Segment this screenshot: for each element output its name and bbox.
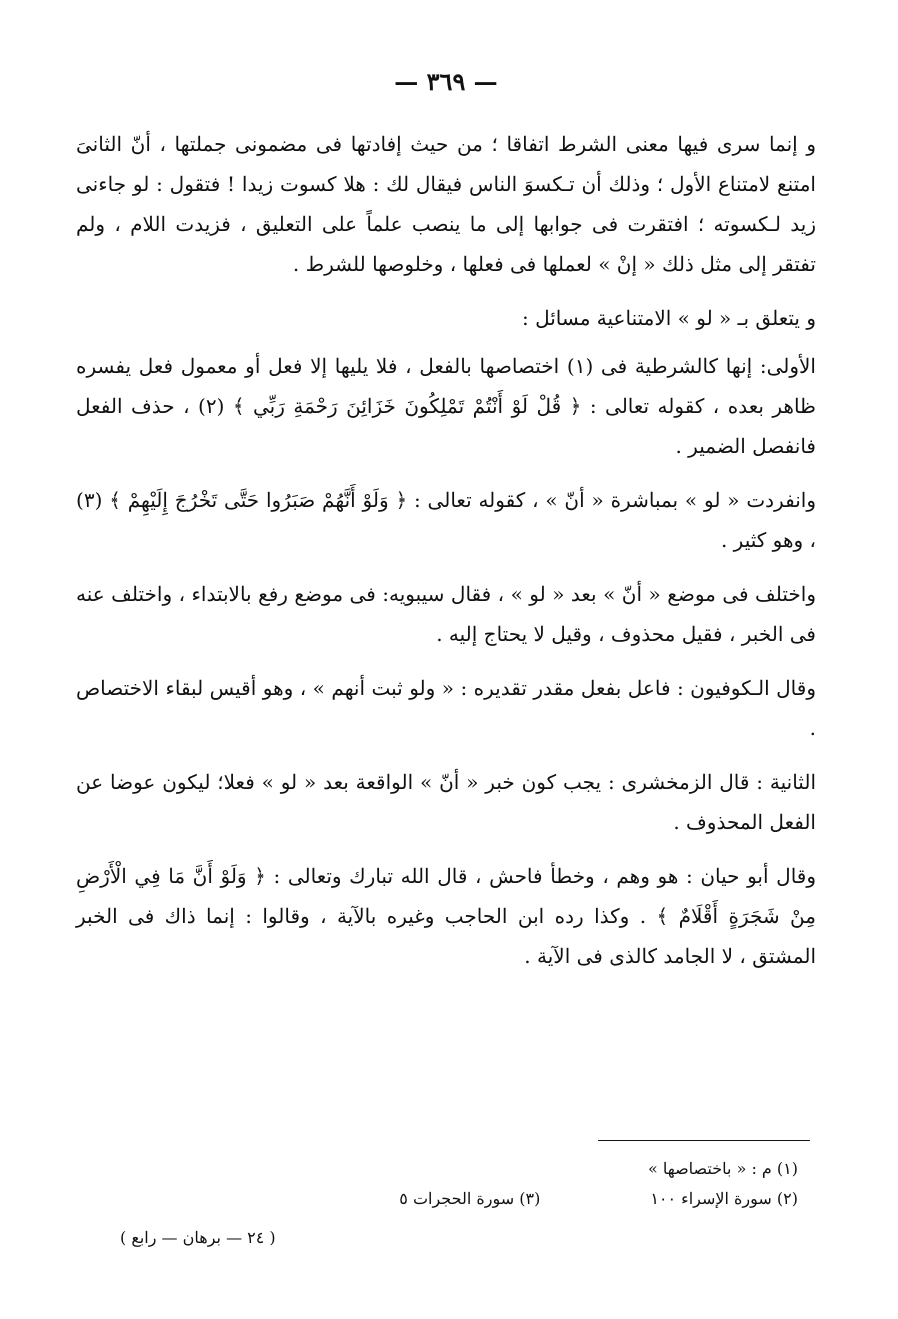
footnote-1: (١) م : « باختصاصها » xyxy=(647,1159,798,1178)
paragraph-8: وقال أبو حيان : هو وهم ، وخطأ فاحش ، قال الله تبارك وتعالى : ﴿ وَلَوْ أَنَّ مَا فِي الْأَرْضِ مِنْ شَجَرَةٍ أَقْلَامٌ ﴾ . وكذا رده ابن الحاجب وغيره بالآية ، وقالوا : إنما ذاك فى الخبر المشتق ، لا الجامد كالذى فى الآية . xyxy=(76,864,816,968)
paragraph-3: الأولى: إنها كالشرطية فى (١) اختصاصها بالفعل ، فلا يليها إلا فعل أو معمول فعل يفسره ظاهر بعده ، كقوله تعالى : ﴿ قُلْ لَوْ أَنْتُمْ تَمْلِكُونَ خَزَائِنَ رَحْمَةِ رَبِّي ﴾ (٢) ، حذف الفعل فانفصل الضمير . xyxy=(76,354,816,458)
footnote-divider xyxy=(598,1140,810,1141)
paragraph-2: و يتعلق بـ « لو » الامتناعية مسائل : xyxy=(521,306,816,330)
footnote-row-1 xyxy=(100,1154,798,1184)
footnotes xyxy=(100,1154,798,1214)
paragraph-6: وقال الـكوفيون : فاعل بفعل مقدر تقديره : « ولو ثبت أنهم » ، وهو أقيس لبقاء الاختصاص . xyxy=(76,676,816,740)
paragraph-4: وانفردت « لو » بمباشرة « أنّ » ، كقوله تعالى : ﴿ وَلَوْ أَنَّهُمْ صَبَرُوا حَتَّى تَخْرُجَ إِلَيْهِمْ ﴾ (٣) ، وهو كثير . xyxy=(76,488,816,552)
paragraph-5: واختلف فى موضع « أنّ » بعد « لو » ، فقال سيبويه: فى موضع رفع بالابتداء ، واختلف عنه فى الخبر ، فقيل محذوف ، وقيل لا يحتاج إليه . xyxy=(76,582,816,646)
printer-signature: ( ٢٤ — برهان — رابع ) xyxy=(120,1228,276,1247)
footnote-3: (٣) سورة الحجرات ٥ xyxy=(399,1189,541,1208)
paragraph-7: الثانية : قال الزمخشرى : يجب كون خبر « أنّ » الواقعة بعد « لو » فعلا؛ ليكون عوضا عن الفعل المحذوف . xyxy=(76,770,816,834)
paragraph-1: و إنما سرى فيها معنى الشرط اتفاقا ؛ من حيث إفادتها فى مضمونى جملتها ، أنّ الثانىَ امتنع لامتناع الأول ؛ وذلك أن تـكسوَ الناس فيقال لك : هلا كسوت زيدا ! فتقول : لو جاءنى زيد لـكسوته ؛ افتقرت فى جوابها إلى ما ينصب علماً على التعليق ، فزيدت اللام ، ولم تفتقر إلى مثل ذلك « إنْ » لعملها فى فعلها ، وخلوصها للشرط . xyxy=(76,132,816,276)
page-number: — ٣٦٩ — xyxy=(394,67,498,96)
body-text xyxy=(76,124,816,976)
footnote-row-2 xyxy=(100,1184,798,1214)
footnote-2: (٢) سورة الإسراء ١٠٠ xyxy=(650,1189,798,1208)
